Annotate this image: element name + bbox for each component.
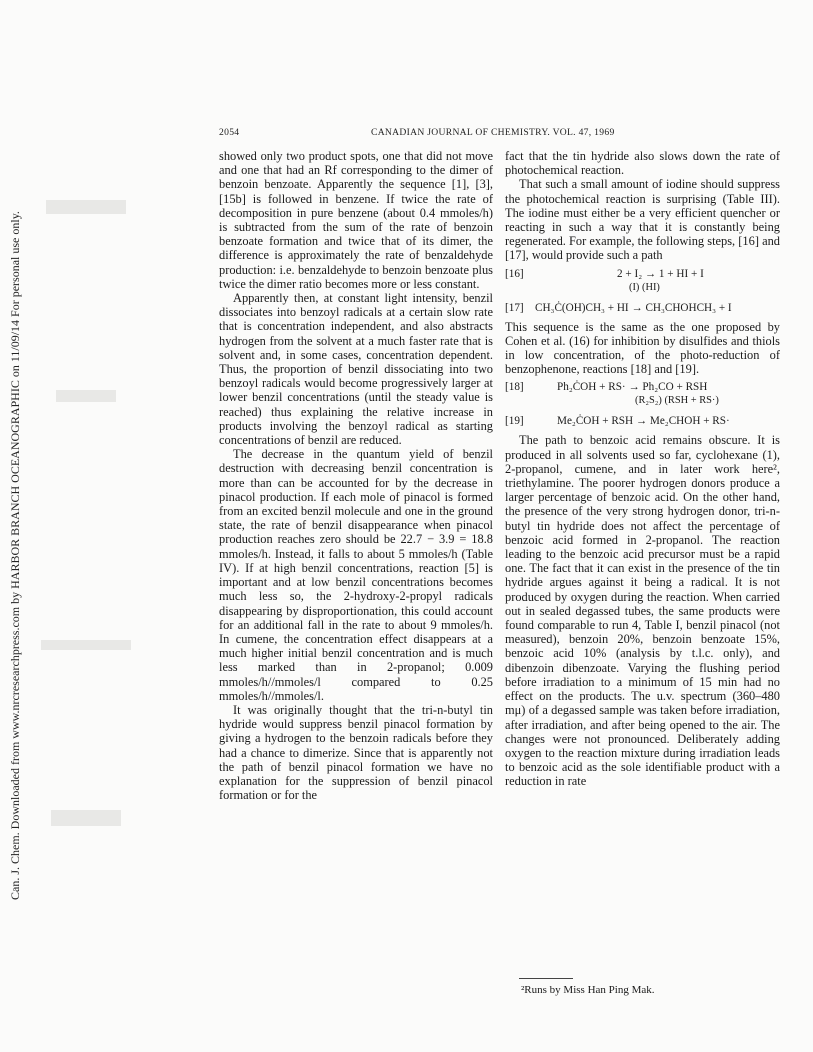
scan-artifacts: [36, 160, 176, 990]
page-number: 2054: [219, 127, 240, 138]
paragraph: showed only two product spots, one that did not move and one that had an Rf corresponding to the dimer of benzoin benzoate. Apparently the sequence [1], [3], [15b] is followed in benzene. If twice the rate of decomposition in pure benzene (about 0.4 mmoles/h) is subtracted from the sum of the rate of benzoin benzoate formation and twice that of its dimer, the difference is approximately the rate of benzaldehyde production: i.e. benzaldehyde to benzoin benzoate plus twice the dimer ratio becomes more or less constant.: [219, 149, 493, 291]
paragraph: It was originally thought that the tri-n-butyl tin hydride would suppress benzil pinacol formation by giving a hydrogen to the benzoin radicals before they had a chance to dimerize. Since that is apparently not the path of benzil pinacol formation we have no explanation for the suppression of benzil pinacol formation or for the: [219, 702, 493, 803]
paragraph: That such a small amount of iodine should suppress the photochemical reaction is surprising (Table III). The iodine must either be a very efficient quencher or reacting in such a way that it is constantly being regenerated. For example, the following steps, [16] and [17], would provide such a path: [505, 177, 780, 263]
equation-body: 2 + I₂ → 1 + HI + I: [617, 267, 704, 280]
footnote-rule: [519, 978, 573, 979]
equation-number: [16]: [505, 267, 524, 280]
equation-16: [505, 267, 780, 297]
equation-body: Ph₂ĊOH + RS· → Ph₂CO + RSH: [557, 381, 708, 394]
equation-body: CH₃Ċ(OH)CH₃ + HI → CH₃CHOHCH₃ + I: [535, 301, 732, 314]
equation-number: [19]: [505, 415, 524, 428]
download-stamp: [8, 200, 30, 900]
paragraph: This sequence is the same as the one proposed by Cohen et al. (16) for inhibition by disulfides and thiols in low concentration, of the photo-reduction of benzophenone, reactions [18] and [19].: [505, 319, 780, 377]
paragraph: The decrease in the quantum yield of benzil destruction with decreasing benzil concentration is more than can be accounted for by the decrease in pinacol production. If each mole of pinacol is formed from an excited benzil molecule and one in the ground state, the rate of benzil disappearance when pinacol production reaches zero should be 22.7 − 3.9 = 18.8 mmoles/h. Instead, it falls to about 5 mmoles/h (Table IV). If at high benzil concentrations, reaction [5] is important and at low benzil concentrations becomes much less so, the 2-hydroxy-2-propyl radicals disappearing by disproportionation, this could account for an additional fall in the rate to about 9 mmoles/h. In cumene, the concentration effect disappears at a much higher initial benzil concentration and is much less marked than in 2-propanol; 0.009 mmoles/h//mmoles/l compared to 0.25 mmoles/h//mmoles/l.: [219, 447, 493, 703]
running-title: CANADIAN JOURNAL OF CHEMISTRY. VOL. 47, 1969: [371, 127, 615, 138]
equation-17: [505, 301, 780, 318]
left-column: [219, 149, 493, 802]
equation-19: [505, 414, 780, 431]
equation-labels: (R₂S₂) (RSH + RS·): [635, 395, 719, 407]
equation-18: [505, 380, 780, 410]
paragraph: Apparently then, at constant light intensity, benzil dissociates into benzoyl radicals at a certain slow rate that is concentration independent, and also abstracts hydrogen from the solvent at a much faster rate that is solvent and, in some cases, concentration dependent. Thus, the proportion of benzil dissociating into two benzoyl radicals would become progressively larger at lower benzil concentrations (until the steady value is reached) thus explaining the relative increase in products involving the benzoyl radical as starting concentrations of benzil are reduced.: [219, 291, 493, 448]
equation-number: [18]: [505, 381, 524, 394]
footnote: ²Runs by Miss Han Ping Mak.: [521, 984, 655, 996]
download-stamp-text: Can. J. Chem. Downloaded from www.nrcresearchpress.com by HARBOR BRANCH OCEANOGRAPHIC on 11/09/14 For personal use only.: [8, 211, 22, 900]
equation-labels: (I) (HI): [629, 281, 660, 293]
paragraph: fact that the tin hydride also slows down the rate of photochemical reaction.: [505, 149, 780, 178]
paragraph: The path to benzoic acid remains obscure. It is produced in all solvents used so far, cyclohexane (1), 2-propanol, cumene, and in later work here², triethylamine. The poorer hydrogen donors produce a larger percentage of benzoic acid. On the other hand, the presence of the very strong hydrogen donor, tri-n-butyl tin hydride does not affect the percentage of benzoic acid formed in 2-propanol. The reaction leading to the benzoic acid precursor must be a rapid one. The fact that it can exist in the presence of the tin hydride argues against it being a radical. It is not produced by oxygen during the reaction. When carried out in sealed degassed tubes, the same products were found comparable to run 4, Table I, benzil pinacol (not measured), benzoin 20%, benzoin benzoate 15%, benzoic acid 10% (analysis by t.l.c. only), and dibenzoin dibenzoate. Varying the flushing period before irradiation to a minimum of 15 min had no effect on the products. The u.v. spectrum (360–480 mμ) of a degassed sample was taken before irradiation, after irradiation, and after being opened to the air. The changes were not pronounced. Deliberately adding oxygen to the reaction mixture during irradiation leads to benzoic acid as the sole identifiable product with a reduction in rate: [505, 433, 780, 789]
right-column: [505, 149, 780, 789]
equation-body: Me₂ĊOH + RSH → Me₂CHOH + RS·: [557, 415, 730, 428]
equation-number: [17]: [505, 301, 524, 314]
